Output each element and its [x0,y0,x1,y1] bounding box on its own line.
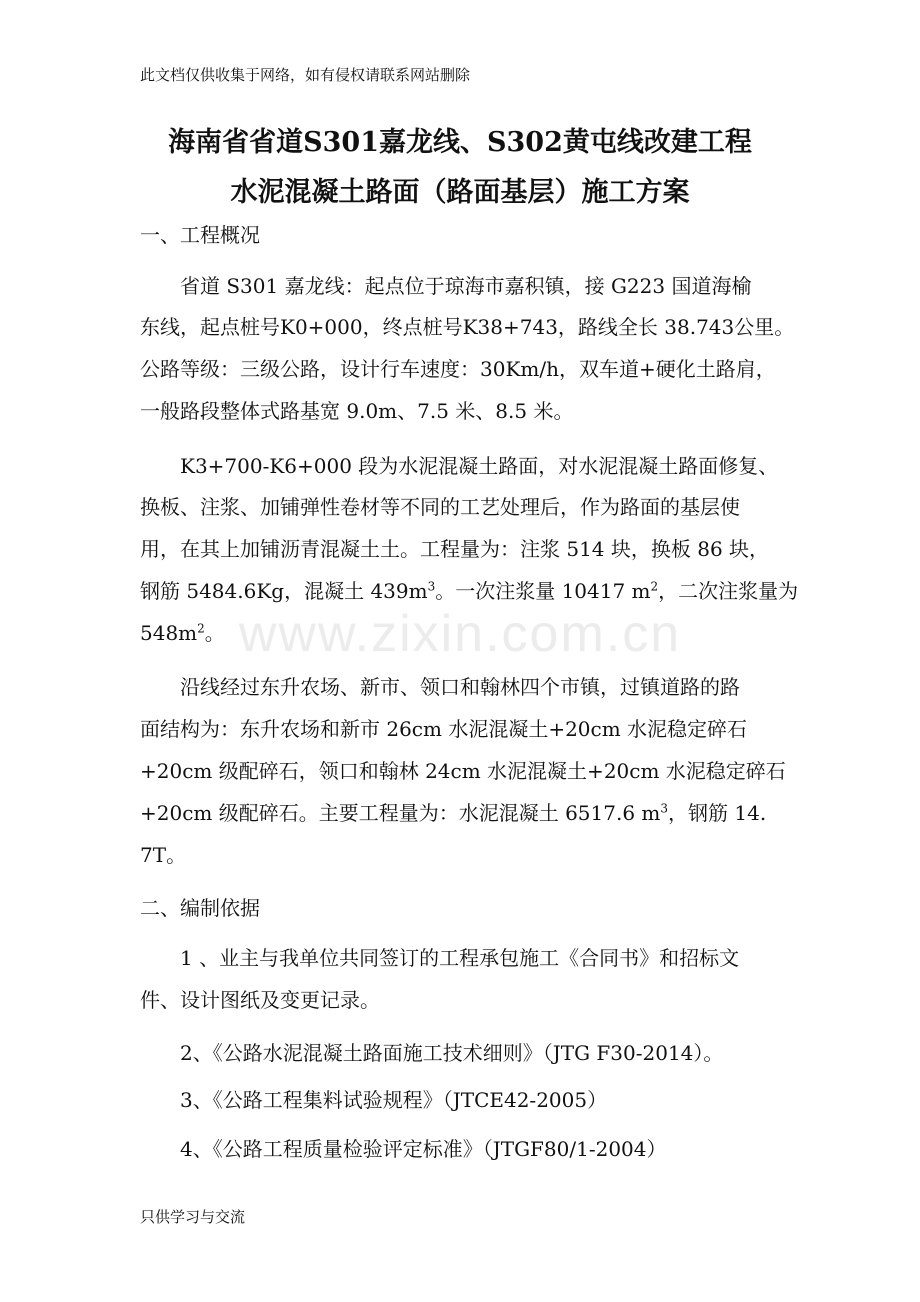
paragraph-line: 东线，起点桩号K0+000，终点桩号K38+743，路线全长 38.743公里。 [140,315,795,339]
section-heading-basis: 二、编制依据 [140,896,260,920]
paragraph-line: 公路等级：三级公路，设计行车速度：30Km/h，双车道+硬化土路肩， [140,357,776,381]
section-heading-overview: 一、工程概况 [140,223,260,247]
paragraph-line: +20cm 级配碎石，领口和翰林 24cm 水泥混凝土+20cm 水泥稳定碎石 [140,759,786,783]
paragraph-line [140,800,766,826]
footer-note: 只供学习与交流 [140,1208,246,1226]
header-note: 此文档仅供收集于网络，如有侵权请联系网站删除 [140,66,471,84]
paragraph-line: K3+700-K6+000 段为水泥混凝土路面，对水泥混凝土路面修复、 [180,454,779,478]
text-run: 。 [204,621,225,645]
paragraph-line: 面结构为：东升农场和新市 26cm 水泥混凝土+20cm 水泥稳定碎石 [140,717,748,741]
paragraph-line: 省道 S301 嘉龙线：起点位于琼海市嘉积镇，接 G223 国道海榆 [180,274,752,298]
text-run: ，钢筋 14. [668,801,767,825]
superscript: 2 [197,621,205,636]
paragraph-line: 用，在其上加铺沥青混凝土土。工程量为：注浆 514 块，换板 86 块， [140,537,770,561]
superscript: 3 [660,801,669,816]
document-title-line-2: 水泥混凝土路面（路面基层）施工方案 [230,177,690,208]
watermark: www.zixin.com.cn [238,605,682,663]
document-title-line-1: 海南省省道S301嘉龙线、S302黄屯线改建工程 [168,127,752,158]
paragraph-line [140,578,798,604]
text-run: 钢筋 5484.6Kg，混凝土 439m [140,579,428,603]
superscript: 3 [427,579,436,594]
list-item: 1 、业主与我单位共同签订的工程承包施工《合同书》和招标文 [180,946,740,970]
text-run: +20cm 级配碎石。主要工程量为：水泥混凝土 6517.6 m [140,801,661,825]
text-run: 。一次注浆量 10417 m [435,579,651,603]
list-item-continuation: 件、设计图纸及变更记录。 [140,988,380,1012]
superscript: 2 [650,579,659,594]
list-item: 3、《公路工程集料试验规程》（JTCE42-2005） [180,1088,608,1112]
text-run: ，二次注浆量为 [658,579,799,603]
list-item: 4、《公路工程质量检验评定标准》（JTGF80/1-2004） [180,1137,667,1161]
paragraph-line: 换板、注浆、加铺弹性卷材等不同的工艺处理后，作为路面的基层使 [140,495,740,519]
paragraph-line: 一般路段整体式路基宽 9.0m、7.5 米、8.5 米。 [140,399,574,423]
text-run: 548m [140,621,198,645]
paragraph-line: 7T。 [140,843,187,867]
list-item: 2、《公路水泥混凝土路面施工技术细则》（JTG F30-2014）。 [180,1041,724,1065]
paragraph-line: 沿线经过东升农场、新市、领口和翰林四个市镇，过镇道路的路 [180,675,740,699]
